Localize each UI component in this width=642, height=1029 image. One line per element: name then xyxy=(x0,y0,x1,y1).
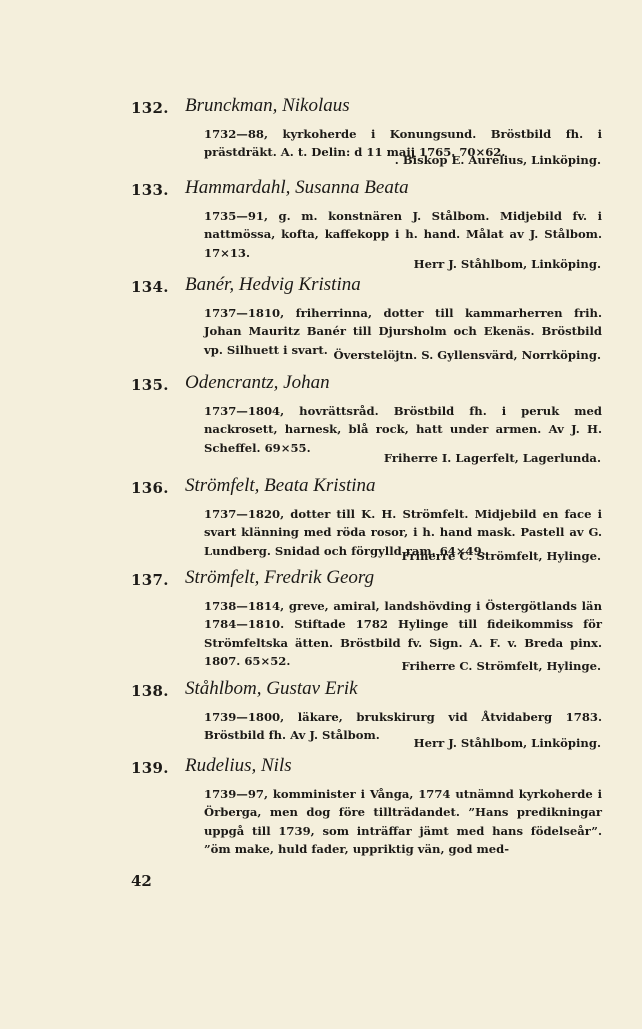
entry-name: Strömfelt, Beata Kristina xyxy=(185,475,376,496)
entry-number: 132. xyxy=(131,99,169,117)
entry-number: 136. xyxy=(131,479,169,497)
entry-text: 1739—97, komminister i Vånga, 1774 utnämnd kyrkoherde i Örberga, men dog före tillträdandet. ”Hans predikningar uppgå till 1739, som inträffar jämt med hans födelseår”. ”öm make, huld fader, uppriktig vän, god med- xyxy=(204,787,602,857)
entry-owner: Friherre C. Strömfelt, Hylinge. xyxy=(401,549,601,563)
entry-text: 1732—88, kyrkoherde i Konungsund. Bröstbild fh. i prästdräkt. A. t. Delin: d 11 maij 1765. 70×62. xyxy=(204,127,602,160)
entry-name: Banér, Hedvig Kristina xyxy=(185,274,361,295)
entry-owner: . Biskop E. Aurelius, Linköping. xyxy=(394,153,601,167)
page-number: 42 xyxy=(131,872,152,890)
entry-owner: Herr J. Ståhlbom, Linköping. xyxy=(413,736,601,750)
entry-owner: Friherre C. Strömfelt, Hylinge. xyxy=(401,659,601,673)
entry-name: Odencrantz, Johan xyxy=(185,372,330,393)
entry-text: 1737—1820, dotter till K. H. Strömfelt. Midjebild en face i svart klänning med röda rosor, i h. hand mask. Pastell av G. Lundberg. Snidad och förgylld ram. 64×49. xyxy=(204,507,602,558)
entry-number: 133. xyxy=(131,181,169,199)
entry-text: 1738—1814, greve, amiral, landshövding i Östergötlands län 1784—1810. Stiftade 1782 Hylinge till fideikommiss för Strömfeltska ätten. Bröstbild fv. Sign. A. F. v. Breda pinx. 1807. 65×52. xyxy=(204,599,602,669)
entry-name: Strömfelt, Fredrik Georg xyxy=(185,567,375,588)
entry-name: Hammardahl, Susanna Beata xyxy=(185,177,409,198)
entry-owner: Friherre I. Lagerfelt, Lagerlunda. xyxy=(383,451,601,465)
entry-number: 139. xyxy=(131,759,169,777)
entry-number: 138. xyxy=(131,682,169,700)
entry-number: 135. xyxy=(131,376,169,394)
entry-number: 137. xyxy=(131,571,169,589)
entry-text: 1735—91, g. m. konstnären J. Stålbom. Midjebild fv. i nattmössa, kofta, kaffekopp i h. hand. Målat av J. Stålbom. 17×13. xyxy=(204,209,602,260)
entry-name: Ståhlbom, Gustav Erik xyxy=(185,678,358,699)
entry-name: Brunckman, Nikolaus xyxy=(185,95,350,116)
entry-text: 1737—1810, friherrinna, dotter till kammarherren frih. Johan Mauritz Banér till Djursholm och Ekenäs. Bröstbild vp. Silhuett i svart. xyxy=(204,306,602,357)
entry-owner: Herr J. Ståhlbom, Linköping. xyxy=(413,257,601,271)
entry-owner: Överstelöjtn. S. Gyllensvärd, Norrköping. xyxy=(333,348,601,362)
entry-name: Rudelius, Nils xyxy=(185,755,292,776)
entry-number: 134. xyxy=(131,278,169,296)
entry-text: 1739—1800, läkare, brukskirurg vid Åtvidaberg 1783. Bröstbild fh. Av J. Stålbom. xyxy=(204,710,602,743)
entry-text: 1737—1804, hovrättsråd. Bröstbild fh. i peruk med nackrosett, harnesk, blå rock, hatt under armen. Av J. H. Scheffel. 69×55. xyxy=(204,404,602,455)
